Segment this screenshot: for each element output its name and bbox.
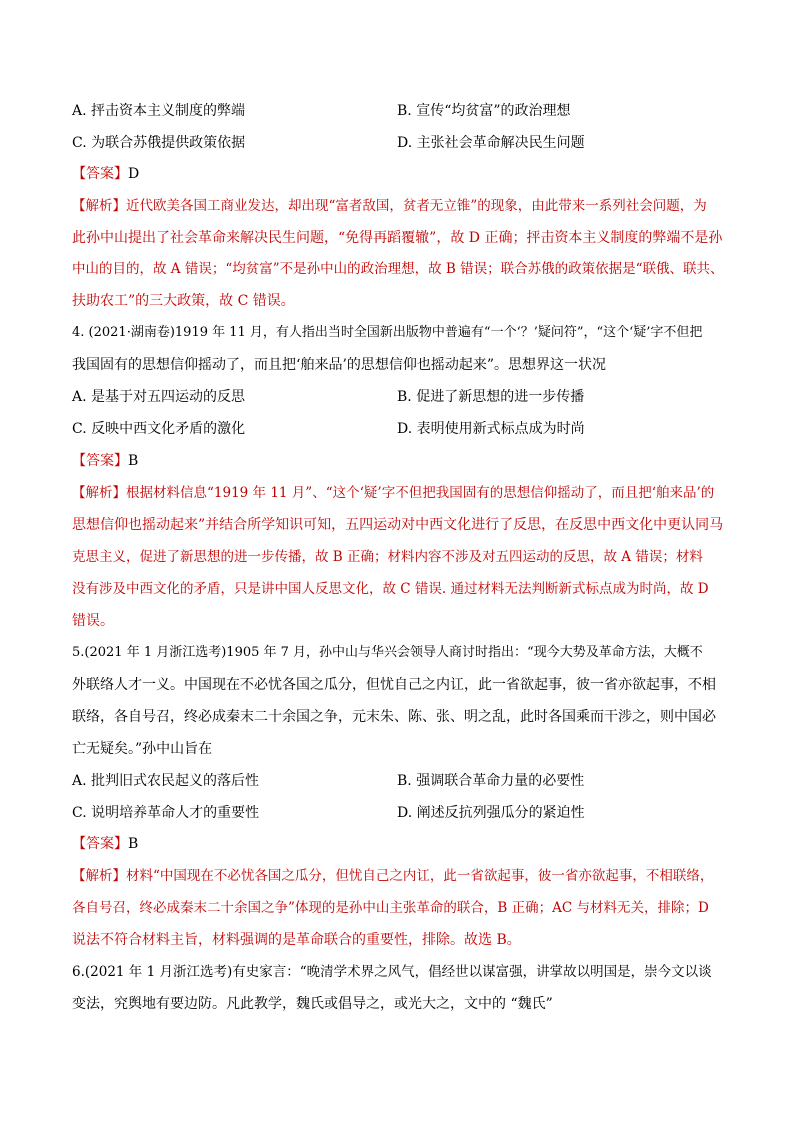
q3-option-d: D. 主张社会革命解决民生问题: [397, 135, 585, 151]
q5-analysis-line-2: 各自号召，终必成秦末二十余国之争”体现的是孙中山主张革命的联合，B 正确；AC 与材料无关，排除；D: [72, 900, 709, 916]
q4-answer: [72, 453, 724, 469]
q5-stem-line-4: 亡无疑矣。”孙中山旨在: [72, 741, 213, 757]
q3-analysis-line-4: 扶助农工”的三大政策，故 C 错误。: [72, 293, 295, 309]
q3-analysis-line-1: [72, 198, 724, 214]
analysis-tag: 【解析】: [72, 868, 126, 884]
answer-tag: 【答案】: [72, 836, 128, 852]
q5-option-a: A. 批判旧式农民起义的落后性: [72, 773, 260, 789]
answer-tag: 【答案】: [72, 166, 128, 182]
q5-stem-line-1: 5.(2021 年 1 月浙江选考)1905 年 7 月，孙中山与华兴会领导人商讨时指出：“现今大势及革命方法，大概不: [72, 645, 703, 660]
q3-option-b: B. 宣传“均贫富”的政治理想: [397, 103, 571, 119]
q4-analysis-line-5: 错误。: [72, 613, 114, 629]
q4-analysis-line-2: 思想信仰也摇动起来”并结合所学知识可知，五四运动对中西文化进行了反思，在反思中西文化中更认同马: [72, 517, 724, 533]
q5-answer: [72, 836, 724, 852]
q5-stem-line-3: 联络，各自号召，终必成秦末二十余国之争，元末朱、陈、张、明之乱，此时各国乘而干涉之，则中国必: [72, 709, 716, 725]
q3-option-a: A. 抨击资本主义制度的弊端: [72, 103, 246, 119]
q4-analysis-line-4: 没有涉及中西文化的矛盾，只是讲中国人反思文化，故 C 错误. 通过材料无法判断新式标点成为时尚，故 D: [72, 581, 709, 597]
q4-option-a: A. 是基于对五四运动的反思: [72, 389, 246, 405]
q4-stem-line-2: 我国固有的思想信仰摇动了，而且把‘舶来品’的思想信仰也摇动起来”。思想界这一状况: [72, 357, 607, 373]
q3-answer: [72, 166, 724, 182]
answer-value: B: [128, 836, 139, 852]
q6-stem-line-2: 变法，究舆地有要边防。凡此教学，魏氏或倡导之，或光大之，文中的 “魏氏”: [72, 996, 553, 1012]
q5-option-c: C. 说明培养革命人才的重要性: [72, 805, 260, 821]
q4-option-b: B. 促进了新思想的进一步传播: [397, 389, 585, 405]
q3-option-c: C. 为联合苏俄提供政策依据: [72, 135, 246, 151]
q3-analysis-line-3: 中山的目的，故 A 错误；“均贫富”不是孙中山的政治理想，故 B 错误；联合苏俄的政策依据是“联俄、联共、: [72, 261, 724, 277]
answer-tag: 【答案】: [72, 453, 128, 469]
answer-value: B: [128, 453, 139, 469]
analysis-tag: 【解析】: [72, 485, 126, 501]
q5-option-d: D. 阐述反抗列强瓜分的紧迫性: [397, 805, 585, 821]
q5-stem-line-2: 外联络人才一义。中国现在不必忧各国之瓜分，但忧自己之内讧，此一省欲起事，彼一省亦欲起事，不相: [72, 677, 716, 693]
q4-option-c: C. 反映中西文化矛盾的激化: [72, 421, 246, 437]
analysis-tag: 【解析】: [72, 198, 126, 214]
q4-analysis-line-1: [72, 485, 724, 501]
q3-analysis-line-2: 此孙中山提出了社会革命来解决民生问题，“免得再蹈覆辙”，故 D 正确；抨击资本主义制度的弊端不是孙: [72, 230, 723, 246]
analysis-text: 根据材料信息“1919 年 11 月”、“这个‘疑’字不但把我国固有的思想信仰摇动了，而且把‘舶来品’的: [126, 485, 715, 501]
q5-analysis-line-3: 说法不符合材料主旨，材料强调的是革命联合的重要性，排除。故选 B。: [72, 932, 521, 948]
q4-stem-line-1: 4. (2021·湖南卷)1919 年 11 月，有人指出当时全国新出版物中普遍有“一个‘？’疑问符”，“这个‘疑’字不但把: [72, 325, 703, 340]
q4-analysis-line-3: 克思主义，促进了新思想的进一步传播，故 B 正确；材料内容不涉及对五四运动的反思，故 A 错误；材料: [72, 549, 703, 565]
q6-stem-line-1: 6.(2021 年 1 月浙江选考)有史家言：“晚清学术界之风气，倡经世以谋富强，讲掌故以明国是，崇今文以谈: [72, 964, 712, 980]
analysis-text: 近代欧美各国工商业发达，却出现“富者敌国，贫者无立锥”的现象，由此带来一系列社会问题，为: [126, 198, 707, 214]
q5-analysis-line-1: [72, 868, 724, 884]
q5-option-b: B. 强调联合革命力量的必要性: [397, 773, 585, 789]
answer-value: D: [128, 166, 140, 182]
analysis-text: 材料“中国现在不必忧各国之瓜分，但忧自己之内讧，此一省欲起事，彼一省亦欲起事，不相联络，: [126, 868, 714, 884]
q4-option-d: D. 表明使用新式标点成为时尚: [397, 421, 585, 437]
